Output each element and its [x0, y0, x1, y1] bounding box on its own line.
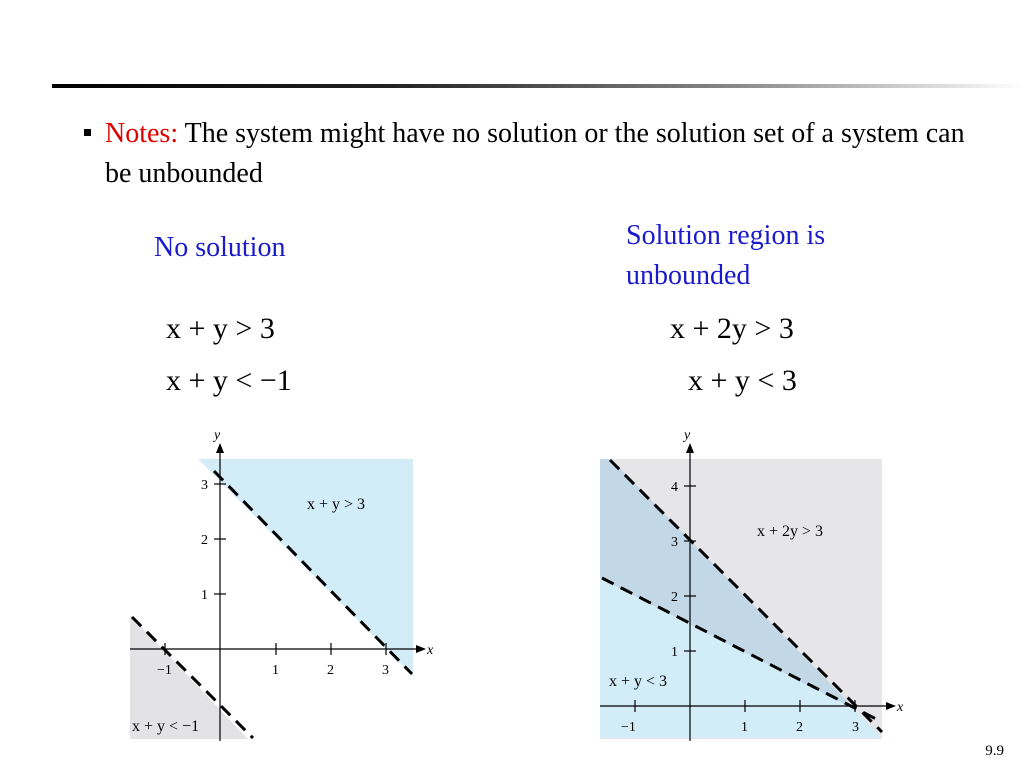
y-axis-label: y	[214, 428, 221, 443]
note-body: The system might have no solution or the solution set of a system can be unbounded	[105, 118, 965, 189]
y-tick-label: 3	[201, 478, 208, 493]
equation-right-2: x + y < 3	[688, 364, 797, 397]
x-tick-label: 3	[852, 720, 859, 735]
x-axis-label: x	[427, 643, 434, 658]
y-tick-label: 2	[201, 533, 208, 548]
caption-no-solution: No solution	[154, 232, 286, 263]
x-tick-label: 2	[796, 720, 803, 735]
y-tick-label: 3	[671, 535, 678, 550]
region-label-x-plus-y-lt-3: x + y < 3	[609, 673, 668, 690]
x-tick-label: 1	[741, 720, 748, 735]
y-axis-arrow-icon	[686, 443, 694, 453]
x-tick-label: 2	[327, 663, 334, 678]
y-tick-label: 2	[671, 590, 678, 605]
y-tick-label: 1	[201, 588, 208, 603]
x-tick-label: 3	[382, 663, 389, 678]
x-tick-label: −1	[621, 720, 636, 735]
region-label-x-plus-y-lt-neg1: x + y < −1	[132, 718, 200, 735]
page-number: 9.9	[985, 743, 1004, 759]
equation-right-1: x + 2y > 3	[670, 312, 794, 345]
x-axis-label: x	[897, 700, 904, 715]
x-tick-label: −1	[157, 663, 172, 678]
y-tick-label: 4	[671, 480, 678, 495]
y-tick-label: 1	[671, 645, 678, 660]
y-axis-label: y	[684, 428, 691, 443]
region-label-x-plus-2y-gt-3: x + 2y > 3	[757, 523, 824, 540]
equation-left-1: x + y > 3	[166, 312, 275, 345]
x-axis-arrow-icon	[886, 702, 896, 710]
note-label: Notes:	[105, 118, 179, 149]
region-label-x-plus-y-gt-3: x + y > 3	[307, 496, 366, 513]
caption-unbounded: Solution region is unbounded	[626, 220, 826, 291]
x-tick-label: 1	[272, 663, 279, 678]
equation-left-2: x + y < −1	[166, 364, 292, 397]
